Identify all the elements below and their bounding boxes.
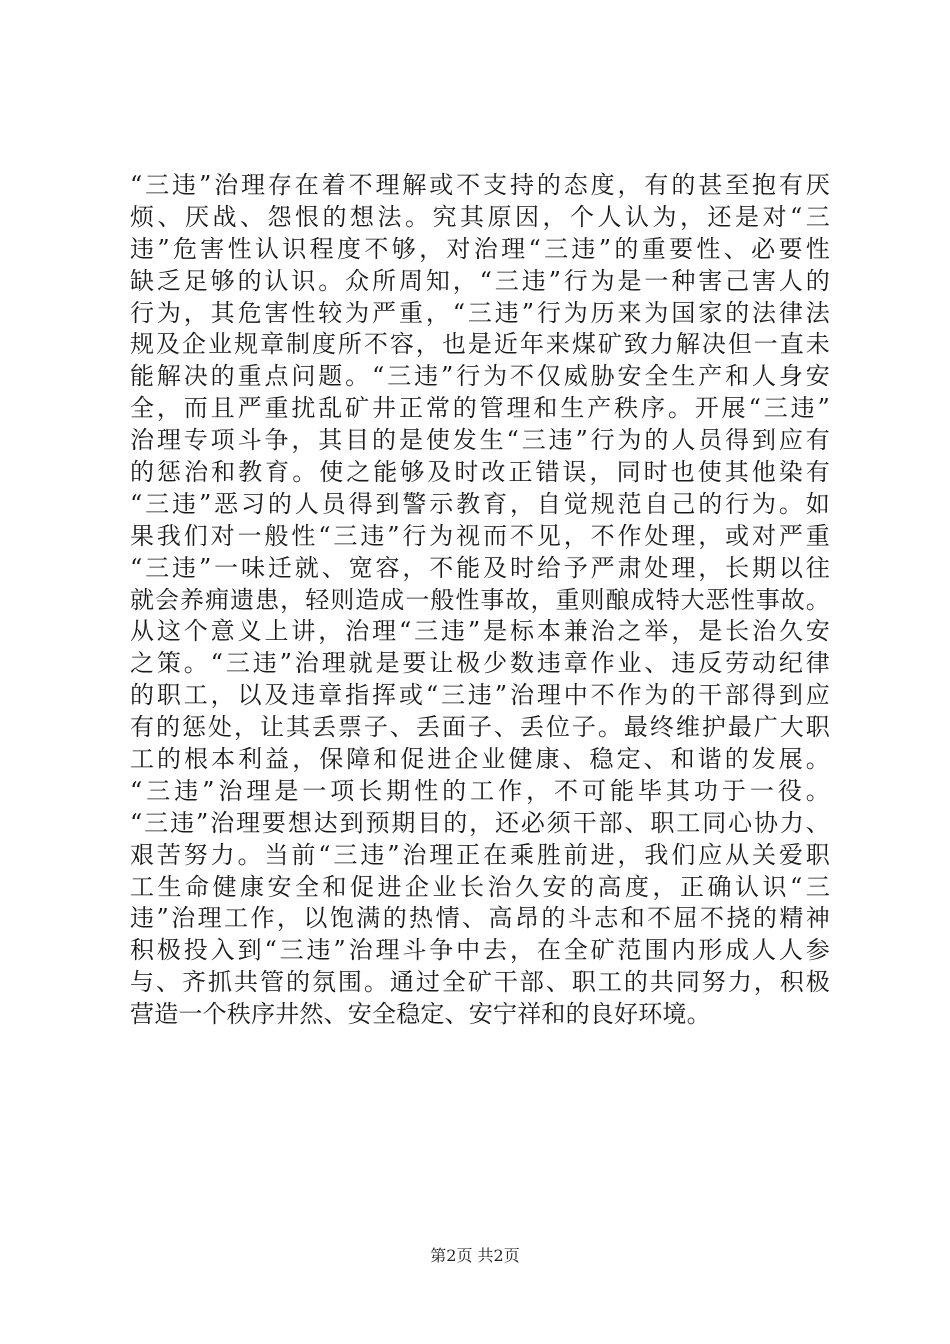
text-line: 的惩治和教育。使之能够及时改正错误，同时也使其他染有 [130,458,830,487]
text-line: 就会养痈遗患，轻则造成一般性事故，重则酿成特大恶性事故。 [130,585,830,614]
text-line: 有的惩处，让其丢票子、丢面子、丢位子。最终维护最广大职 [130,713,830,742]
text-line: “三违”治理存在着不理解或不支持的态度，有的甚至抱有厌 [130,171,830,199]
text-line: 之策。“三违”治理就是要让极少数违章作业、违反劳动纪律 [130,649,830,678]
text-line: 工的根本利益，保障和促进企业健康、稳定、和谐的发展。 [130,745,830,774]
text-line: 营造一个秩序井然、安全稳定、安宁祥和的良好环境。 [130,1000,711,1029]
text-line: 从这个意义上讲，治理“三违”是标本兼治之举，是长治久安 [130,617,830,646]
text-line: 全，而且严重扰乱矿井正常的管理和生产秩序。开展“三违” [130,394,830,423]
text-line: 行为，其危害性较为严重，“三违”行为历来为国家的法律法 [130,298,830,327]
text-line: “三违”治理要想达到预期目的，还必须干部、职工同心协力、 [130,808,830,837]
text-line: 能解决的重点问题。“三违”行为不仅威胁安全生产和人身安 [130,362,830,391]
text-line: 的职工，以及违章指挥或“三违”治理中不作为的干部得到应 [130,681,830,710]
text-line: 艰苦努力。当前“三违”治理正在乘胜前进，我们应从关爱职 [130,840,830,869]
text-line: 与、齐抓共管的氛围。通过全矿干部、职工的共同努力，积极 [130,968,830,997]
text-line: 烦、厌战、怨恨的想法。究其原因，个人认为，还是对“三 [130,202,830,231]
text-line: “三违”治理是一项长期性的工作，不可能毕其功于一役。 [130,776,830,805]
text-line: 工生命健康安全和促进企业长治久安的高度，正确认识“三 [130,872,830,901]
text-line: “三违”一味迁就、宽容，不能及时给予严肃处理，长期以往 [130,553,830,582]
text-line: 缺乏足够的认识。众所周知，“三违”行为是一种害己害人的 [130,266,830,295]
text-line: 治理专项斗争，其目的是使发生“三违”行为的人员得到应有 [130,426,830,455]
text-line: 规及企业规章制度所不容，也是近年来煤矿致力解决但一直未 [130,330,830,359]
text-line: “三违”恶习的人员得到警示教育，自觉规范自己的行为。如 [130,489,830,518]
text-line: 果我们对一般性“三违”行为视而不见，不作处理，或对严重 [130,521,830,550]
text-line: 违”治理工作，以饱满的热情、高昂的斗志和不屈不挠的精神 [130,904,830,933]
page-footer: 第2页 共2页 [430,1246,520,1265]
text-line: 违”危害性认识程度不够，对治理“三违”的重要性、必要性 [130,234,830,263]
text-line: 积极投入到“三违”治理斗争中去，在全矿范围内形成人人参 [130,936,830,965]
body-paragraph [130,170,830,1031]
